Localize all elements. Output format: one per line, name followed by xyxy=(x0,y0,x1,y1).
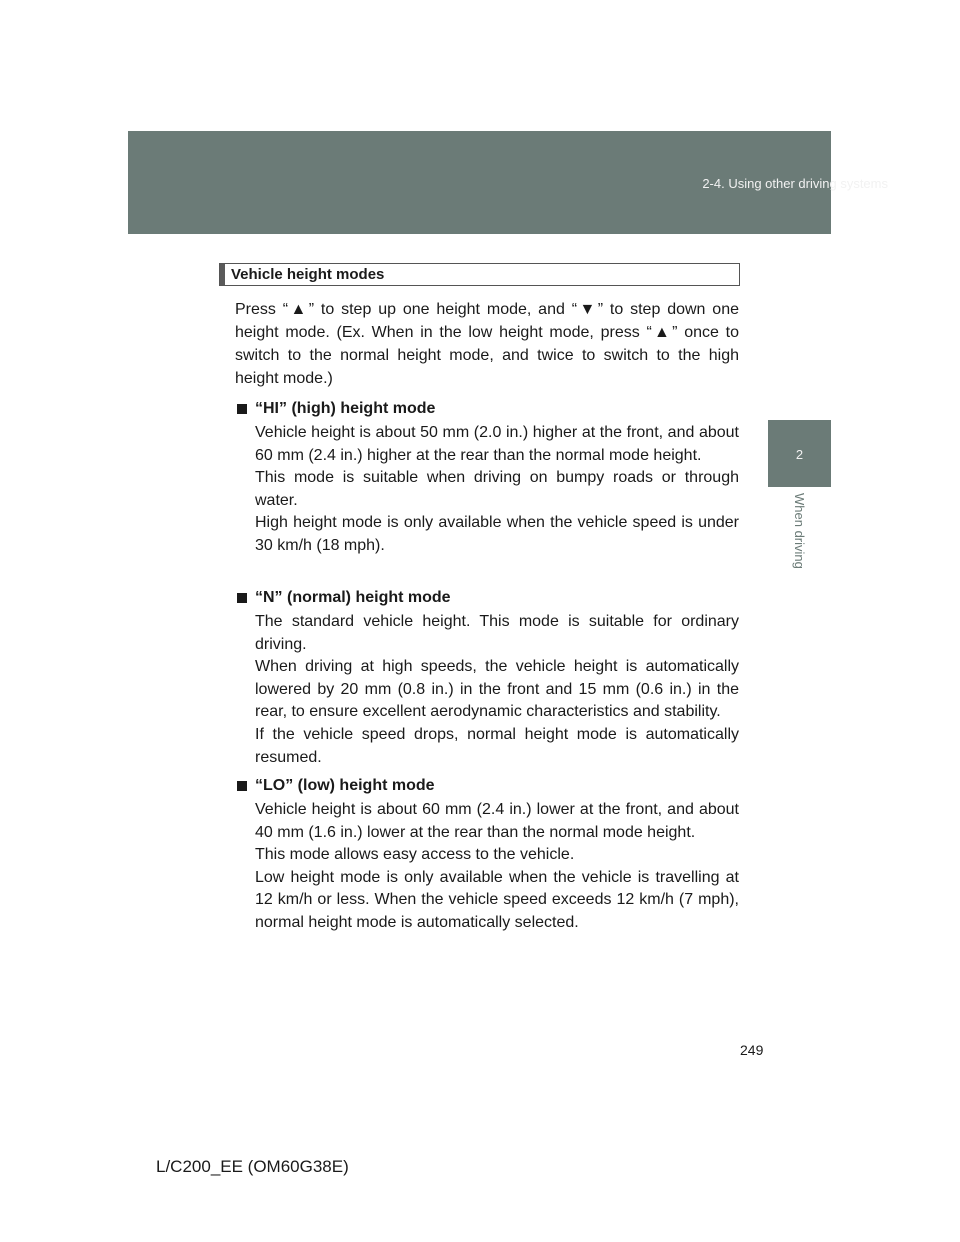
heading-text: Vehicle height modes xyxy=(231,266,385,283)
bullet-square-icon xyxy=(237,404,247,414)
mode-paragraph: Low height mode is only available when the vehicle is travelling at 12 km/h or less. When the vehicle speed exceeds 12 km/h (7 mph), normal height mode is automatically selected. xyxy=(255,868,739,931)
page-number: 249 xyxy=(740,1042,764,1058)
section-title: 2-4. Using other driving systems xyxy=(702,176,888,191)
bullet-square-icon xyxy=(237,593,247,603)
mode-description xyxy=(255,422,739,558)
chapter-label: When driving xyxy=(792,493,807,569)
document-code: L/C200_EE (OM60G38E) xyxy=(156,1157,349,1176)
chapter-number: 2 xyxy=(795,447,804,462)
mode-paragraph: If the vehicle speed drops, normal height mode is automatically resumed. xyxy=(255,725,739,766)
mode-item-n xyxy=(235,587,739,769)
mode-paragraph: This mode is suitable when driving on bumpy roads or through water. xyxy=(255,469,739,509)
mode-paragraph: This mode allows easy access to the vehicle. xyxy=(255,846,575,864)
mode-description xyxy=(255,799,739,935)
mode-paragraph: Vehicle height is about 60 mm (2.4 in.) lower at the front, and about 40 mm (1.6 in.) lower at the rear than the normal mode height. xyxy=(255,801,739,841)
mode-title: “LO” (low) height mode xyxy=(235,775,739,797)
mode-paragraph: When driving at high speeds, the vehicle height is automatically lowered by 20 mm (0.8 in.) in the front and 15 mm (0.6 in.) in the rear, to ensure excellent aerodynamic characteristics and stability. xyxy=(255,658,739,721)
bullet-square-icon xyxy=(237,781,247,791)
mode-description xyxy=(255,611,739,769)
mode-paragraph: The standard vehicle height. This mode is suitable for ordinary driving. xyxy=(255,613,739,653)
intro-paragraph: Press “▲” to step up one height mode, and “▼” to step down one height mode. (Ex. When in the low height mode, press “▲” once to switch to the normal height mode, and twice to switch to the high height mode.) xyxy=(235,301,739,387)
mode-item-hi xyxy=(235,398,739,558)
mode-item-lo xyxy=(235,775,739,935)
chapter-tab xyxy=(768,420,831,487)
section-heading xyxy=(219,263,740,286)
mode-paragraph: Vehicle height is about 50 mm (2.0 in.) higher at the front, and about 60 mm (2.4 in.) higher at the rear than the normal mode height. xyxy=(255,424,739,464)
mode-title: “N” (normal) height mode xyxy=(235,587,739,609)
mode-title: “HI” (high) height mode xyxy=(235,398,739,420)
mode-paragraph: High height mode is only available when the vehicle speed is under 30 km/h (18 mph). xyxy=(255,514,739,554)
heading-bar xyxy=(220,264,225,285)
